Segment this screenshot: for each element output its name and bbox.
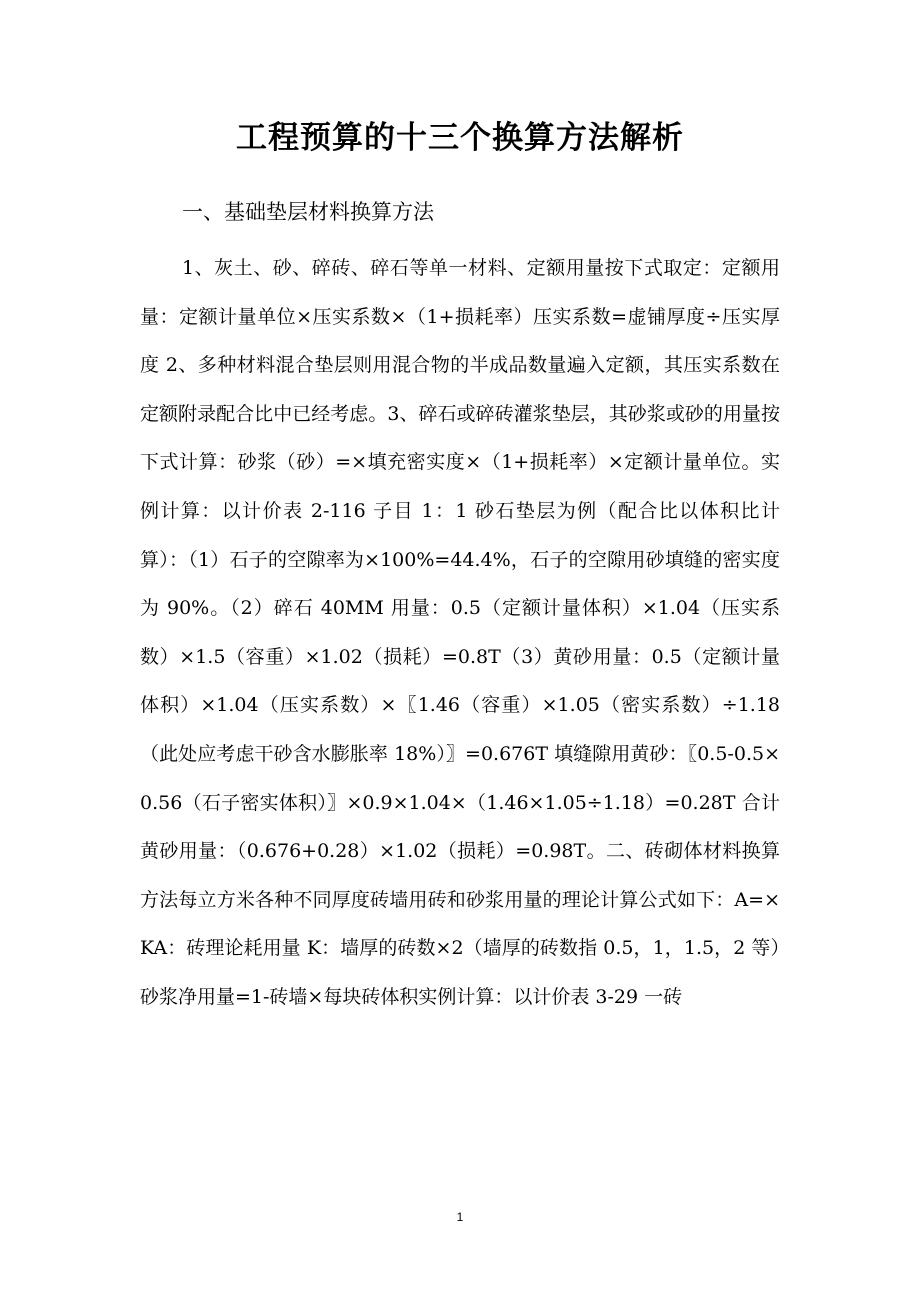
- body-paragraph: 1、灰土、砂、碎砖、碎石等单一材料、定额用量按下式取定：定额用量：定额计量单位×压实系数×（1+损耗率）压实系数=虚铺厚度÷压实厚度 2、多种材料混合垫层则用混合物的半成品数量遍入定额，其压实系数在定额附录配合比中已经考虑。3、碎石或碎砖灌浆垫层，其砂浆或砂的用量按下式计算：砂浆（砂）=×填充密实度×（1+损耗率）×定额计量单位。实例计算：以计价表 2-116 子目 1：1 砂石垫层为例（配合比以体积比计算）：（1）石子的空隙率为×100%=44.4%，石子的空隙用砂填缝的密实度为 90%。（2）碎石 40MM 用量：0.5（定额计量体积）×1.04（压实系数）×1.5（容重）×1.02（损耗）=0.8T（3）黄砂用量：0.5（定额计量体积）×1.04（压实系数）×〖1.46（容重）×1.05（密实系数）÷1.18（此处应考虑干砂含水膨胀率 18%）〗=0.676T 填缝隙用黄砂：〖0.5-0.5×0.56（石子密实体积）〗×0.9×1.04×（1.46×1.05÷1.18）=0.28T 合计黄砂用量：（0.676+0.28）×1.02（损耗）=0.98T。二、砖砌体材料换算方法每立方米各种不同厚度砖墙用砖和砂浆用量的理论计算公式如下：A=×KA：砖理论耗用量 K：墙厚的砖数×2（墙厚的砖数指 0.5，1，1.5，2 等）砂浆净用量=1-砖墙×每块砖体积实例计算：以计价表 3-29 一砖: [140, 257, 780, 1008]
- document-title: 工程预算的十三个换算方法解析: [236, 120, 684, 156]
- section-heading: 一、基础垫层材料换算方法: [182, 200, 434, 224]
- page-number: 1: [456, 1210, 464, 1224]
